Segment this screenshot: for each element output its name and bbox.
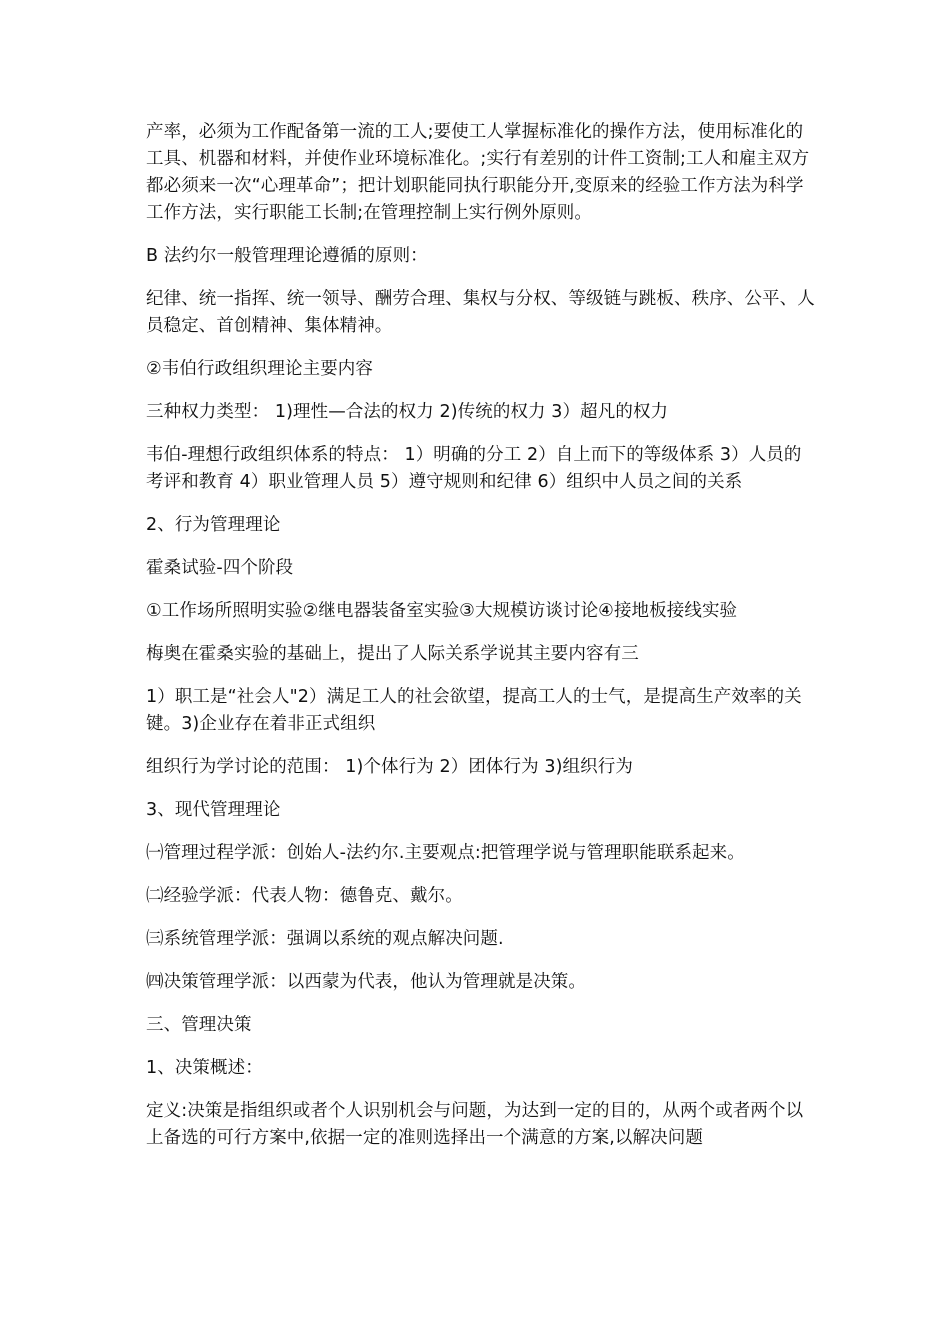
paragraph-behavioral-heading: 2、行为管理理论 <box>146 515 281 535</box>
paragraph-taylor-principles: 产率，必须为工作配备第一流的工人;要使工人掌握标准化的操作方法，使用标准化的工具、机器和材料，并使作业环境标准化。;实行有差别的计件工资制;工人和雇主双方都必须来一次“心理革命”；把计划职能同执行职能分开,变原来的经验工作方法为科学工作方法，实行职能工长制;在管理控制上实行例外原则。 <box>146 122 810 223</box>
paragraph-weber-heading: ②韦伯行政组织理论主要内容 <box>146 359 373 379</box>
paragraph-mayo-content: 1）职工是“社会人"2）满足工人的社会欲望，提高工人的士气，是提高生产效率的关键。3)企业存在着非正式组织 <box>146 687 802 734</box>
paragraph-decision-definition: 定义:决策是指组织或者个人识别机会与问题，为达到一定的目的，从两个或者两个以上备选的可行方案中,依据一定的准则选择出一个满意的方案,以解决问题 <box>146 1101 804 1148</box>
paragraph-fayol-heading: B 法约尔一般管理理论遵循的原则： <box>146 246 428 266</box>
paragraph-decision-school: ㈣决策管理学派：以西蒙为代表，他认为管理就是决策。 <box>146 972 586 992</box>
paragraph-modern-heading: 3、现代管理理论 <box>146 800 281 820</box>
paragraph-fayol-principles: 纪律、统一指挥、统一领导、酬劳合理、集权与分权、等级链与跳板、秩序、公平、人员稳定、首创精神、集体精神。 <box>146 289 815 336</box>
paragraph-hawthorne-stages: ①工作场所照明实验②继电器装备室实验③大规模访谈讨论④接地板接线实验 <box>146 601 738 621</box>
paragraph-empirical-school: ㈡经验学派：代表人物：德鲁克、戴尔。 <box>146 886 463 906</box>
paragraph-mayo-intro: 梅奥在霍桑实验的基础上，提出了人际关系学说其主要内容有三 <box>146 644 639 664</box>
paragraph-decision-section-heading: 三、管理决策 <box>146 1015 252 1035</box>
paragraph-hawthorne-heading: 霍桑试验-四个阶段 <box>146 558 294 578</box>
paragraph-decision-overview-heading: 1、决策概述： <box>146 1058 263 1078</box>
paragraph-systems-school: ㈢系统管理学派：强调以系统的观点解决问题. <box>146 929 504 949</box>
paragraph-ob-scope: 组织行为学讨论的范围： 1)个体行为 2）团体行为 3)组织行为 <box>146 757 633 777</box>
paragraph-process-school: ㈠管理过程学派：创始人-法约尔.主要观点:把管理学说与管理职能联系起来。 <box>146 843 745 863</box>
paragraph-power-types: 三种权力类型： 1)理性—合法的权力 2)传统的权力 3）超凡的权力 <box>146 402 669 422</box>
paragraph-weber-features: 韦伯-理想行政组织体系的特点： 1）明确的分工 2）自上而下的等级体系 3）人员的考评和教育 4）职业管理人员 5）遵守规则和纪律 6）组织中人员之间的关系 <box>146 445 802 492</box>
